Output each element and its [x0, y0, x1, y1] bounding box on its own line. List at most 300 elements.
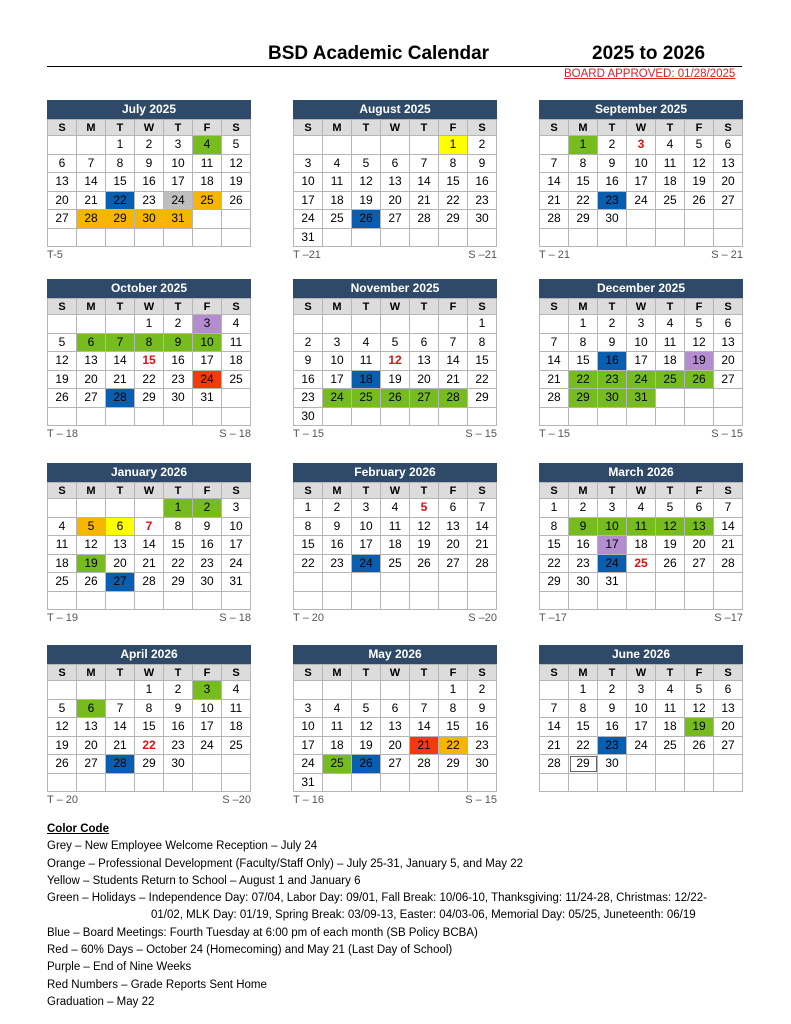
weekday-header: M	[77, 665, 106, 681]
day-cell: 27	[77, 389, 106, 408]
day-cell: 7	[106, 333, 135, 352]
empty-cell	[410, 773, 439, 792]
day-cell: 16	[323, 536, 352, 555]
weekday-header: M	[323, 483, 352, 499]
day-cell: 27	[685, 554, 714, 573]
empty-cell	[106, 591, 135, 610]
weekday-header: T	[656, 120, 685, 136]
day-cell: 2	[193, 499, 222, 518]
empty-cell	[164, 228, 193, 247]
day-cell: 25	[48, 573, 77, 592]
day-cell: 8	[106, 154, 135, 173]
day-cell: 23	[468, 736, 497, 755]
day-cell: 10	[627, 333, 656, 352]
legend-line-grey: Grey – New Employee Welcome Reception – July 24	[47, 840, 318, 853]
day-cell: 18	[48, 554, 77, 573]
empty-cell	[77, 228, 106, 247]
empty-cell	[381, 573, 410, 592]
empty-cell	[540, 681, 569, 700]
day-cell: 29	[540, 573, 569, 592]
day-cell: 1	[294, 499, 323, 518]
weekday-header: S	[222, 120, 251, 136]
day-cell: 14	[714, 517, 743, 536]
weekday-header: S	[714, 120, 743, 136]
empty-cell	[381, 407, 410, 426]
day-cell: 8	[294, 517, 323, 536]
day-cell: 25	[656, 736, 685, 755]
day-cell: 1	[439, 681, 468, 700]
empty-cell	[77, 315, 106, 334]
day-cell: 12	[352, 718, 381, 737]
day-cell: 27	[714, 370, 743, 389]
weekday-header: S	[714, 299, 743, 315]
day-cell: 9	[569, 517, 598, 536]
day-cell: 16	[598, 718, 627, 737]
day-cell: 29	[569, 210, 598, 229]
month-title: June 2026	[539, 645, 743, 664]
day-cell: 29	[468, 389, 497, 408]
legend-line-red-numbers: Red Numbers – Grade Reports Sent Home	[47, 978, 267, 991]
empty-cell	[540, 407, 569, 426]
day-cell: 8	[569, 333, 598, 352]
day-cell: 4	[222, 315, 251, 334]
day-cell: 9	[135, 154, 164, 173]
weekday-header: M	[77, 120, 106, 136]
day-cell: 21	[468, 536, 497, 555]
empty-cell	[656, 573, 685, 592]
empty-cell	[352, 681, 381, 700]
day-cell: 31	[164, 210, 193, 229]
empty-cell	[714, 591, 743, 610]
day-cell: 19	[685, 173, 714, 192]
empty-cell	[323, 591, 352, 610]
day-cell: 22	[569, 191, 598, 210]
day-cell: 21	[540, 191, 569, 210]
legend-line-purple: Purple – End of Nine Weeks	[47, 961, 192, 974]
day-cell: 20	[106, 554, 135, 573]
day-cell: 19	[48, 736, 77, 755]
day-cell: 10	[323, 352, 352, 371]
empty-cell	[352, 315, 381, 334]
day-cell: 31	[193, 389, 222, 408]
day-cell: 7	[540, 333, 569, 352]
day-cell: 21	[540, 736, 569, 755]
empty-cell	[352, 407, 381, 426]
month-calendar	[47, 279, 251, 442]
day-cell: 30	[468, 210, 497, 229]
weekday-header: T	[352, 483, 381, 499]
day-cell: 17	[627, 352, 656, 371]
empty-cell	[598, 773, 627, 792]
day-cell: 29	[164, 573, 193, 592]
day-cell: 12	[381, 352, 410, 371]
day-cell: 28	[410, 755, 439, 774]
weekday-header: S	[714, 483, 743, 499]
day-cell: 15	[569, 718, 598, 737]
day-cell: 12	[77, 536, 106, 555]
legend-line-yellow: Yellow – Students Return to School – August 1 and January 6	[47, 874, 361, 887]
legend-line-green-cont: 01/02, MLK Day: 01/19, Spring Break: 03/09-13, Easter: 04/03-06, Memorial Day: 05/25, Juneteenth: 06/19	[151, 909, 696, 922]
empty-cell	[540, 136, 569, 155]
day-cell: 1	[135, 315, 164, 334]
empty-cell	[106, 315, 135, 334]
month-title: November 2025	[293, 279, 497, 298]
student-days-count: S – 18	[219, 612, 251, 624]
day-cell: 11	[352, 352, 381, 371]
weekday-header: T	[410, 665, 439, 681]
header-divider	[47, 66, 742, 67]
day-cell: 8	[135, 699, 164, 718]
day-cell: 31	[222, 573, 251, 592]
day-cell: 25	[656, 191, 685, 210]
day-cell: 19	[685, 718, 714, 737]
empty-cell	[598, 591, 627, 610]
student-days-count: S –21	[468, 249, 497, 261]
legend-title: Color Code	[47, 823, 109, 835]
empty-cell	[714, 210, 743, 229]
day-cell: 5	[685, 681, 714, 700]
empty-cell	[714, 573, 743, 592]
day-cell: 28	[714, 554, 743, 573]
day-cell: 13	[714, 699, 743, 718]
day-cell: 22	[439, 191, 468, 210]
day-cell: 28	[106, 755, 135, 774]
day-cell: 27	[714, 736, 743, 755]
month-calendar	[539, 279, 743, 442]
day-cell: 22	[540, 554, 569, 573]
day-cell: 12	[685, 699, 714, 718]
day-cell: 20	[685, 536, 714, 555]
empty-cell	[77, 407, 106, 426]
day-cell: 9	[598, 333, 627, 352]
empty-cell	[323, 315, 352, 334]
weekday-header: T	[164, 665, 193, 681]
weekday-header: T	[598, 299, 627, 315]
day-cell: 16	[468, 718, 497, 737]
empty-cell	[323, 407, 352, 426]
day-cell: 14	[439, 352, 468, 371]
empty-cell	[106, 499, 135, 518]
day-cell: 9	[468, 154, 497, 173]
weekday-header: F	[685, 120, 714, 136]
weekday-header: S	[48, 299, 77, 315]
weekday-header: S	[540, 665, 569, 681]
day-cell: 30	[598, 755, 627, 774]
day-cell: 14	[106, 352, 135, 371]
day-cell: 15	[540, 536, 569, 555]
day-cell: 3	[294, 154, 323, 173]
day-cell: 9	[294, 352, 323, 371]
empty-cell	[164, 773, 193, 792]
day-cell: 28	[106, 389, 135, 408]
day-cell: 13	[48, 173, 77, 192]
empty-cell	[685, 407, 714, 426]
day-cell: 30	[164, 755, 193, 774]
day-cell: 30	[164, 389, 193, 408]
day-cell: 3	[627, 681, 656, 700]
weekday-header: M	[569, 483, 598, 499]
month-title: May 2026	[293, 645, 497, 664]
weekday-header: W	[627, 299, 656, 315]
empty-cell	[627, 755, 656, 774]
weekday-header: M	[323, 299, 352, 315]
day-cell: 20	[714, 718, 743, 737]
day-cell: 7	[410, 154, 439, 173]
empty-cell	[410, 136, 439, 155]
day-cell: 4	[381, 499, 410, 518]
day-cell: 5	[685, 136, 714, 155]
day-cell: 6	[77, 333, 106, 352]
weekday-header: F	[439, 483, 468, 499]
empty-cell	[77, 591, 106, 610]
weekday-header: F	[685, 483, 714, 499]
month-calendar	[539, 463, 743, 626]
day-cell: 7	[106, 699, 135, 718]
day-cell: 10	[193, 333, 222, 352]
day-cell: 23	[323, 554, 352, 573]
day-cell: 18	[193, 173, 222, 192]
day-cell: 16	[294, 370, 323, 389]
empty-cell	[627, 228, 656, 247]
day-cell: 16	[193, 536, 222, 555]
day-cell: 23	[164, 370, 193, 389]
empty-cell	[439, 591, 468, 610]
day-cell: 15	[135, 352, 164, 371]
day-cell: 2	[294, 333, 323, 352]
day-cell: 29	[439, 755, 468, 774]
day-cell: 17	[598, 536, 627, 555]
day-cell: 5	[381, 333, 410, 352]
legend-line-blue: Blue – Board Meetings: Fourth Tuesday at 6:00 pm of each month (SB Policy BCBA)	[47, 926, 478, 939]
empty-cell	[135, 591, 164, 610]
weekday-header: M	[323, 665, 352, 681]
day-cell: 19	[410, 536, 439, 555]
weekday-header: S	[714, 665, 743, 681]
day-cell: 28	[468, 554, 497, 573]
day-cell: 14	[410, 173, 439, 192]
day-cell: 8	[569, 699, 598, 718]
weekday-header: T	[106, 120, 135, 136]
day-cell: 11	[222, 699, 251, 718]
day-cell: 12	[222, 154, 251, 173]
day-cell: 24	[627, 191, 656, 210]
month-calendar	[47, 100, 251, 263]
weekday-header: T	[410, 120, 439, 136]
empty-cell	[48, 499, 77, 518]
empty-cell	[714, 407, 743, 426]
day-cell: 16	[164, 352, 193, 371]
day-cell: 2	[164, 681, 193, 700]
day-cell: 27	[714, 191, 743, 210]
day-cell: 31	[598, 573, 627, 592]
day-cell: 11	[381, 517, 410, 536]
day-cell: 26	[410, 554, 439, 573]
day-cell: 22	[439, 736, 468, 755]
day-cell: 12	[685, 154, 714, 173]
day-cell: 19	[352, 736, 381, 755]
day-cell: 3	[193, 681, 222, 700]
legend-line-orange: Orange – Professional Development (Faculty/Staff Only) – July 25-31, January 5, and May 22	[47, 857, 524, 870]
empty-cell	[627, 407, 656, 426]
day-cell: 7	[439, 333, 468, 352]
day-cell: 15	[439, 173, 468, 192]
empty-cell	[540, 315, 569, 334]
day-cell: 5	[48, 699, 77, 718]
weekday-header: F	[685, 299, 714, 315]
empty-cell	[352, 773, 381, 792]
weekday-header: S	[468, 483, 497, 499]
day-cell: 21	[135, 554, 164, 573]
day-cell: 8	[439, 154, 468, 173]
day-cell: 3	[352, 499, 381, 518]
month-title: February 2026	[293, 463, 497, 482]
day-cell: 21	[77, 191, 106, 210]
empty-cell	[468, 228, 497, 247]
day-cell: 29	[135, 755, 164, 774]
day-cell: 28	[77, 210, 106, 229]
day-cell: 23	[193, 554, 222, 573]
empty-cell	[352, 573, 381, 592]
weekday-header: T	[164, 483, 193, 499]
day-cell: 7	[714, 499, 743, 518]
empty-cell	[439, 773, 468, 792]
empty-cell	[48, 591, 77, 610]
day-cell: 4	[48, 517, 77, 536]
day-cell: 24	[164, 191, 193, 210]
day-cell: 21	[540, 370, 569, 389]
day-cell: 16	[468, 173, 497, 192]
day-cell: 12	[48, 718, 77, 737]
empty-cell	[569, 773, 598, 792]
empty-cell	[540, 591, 569, 610]
student-days-count: S – 15	[465, 794, 497, 806]
day-cell: 11	[193, 154, 222, 173]
day-cell: 6	[381, 699, 410, 718]
empty-cell	[381, 681, 410, 700]
legend-line-graduation: Graduation – May 22	[47, 995, 155, 1008]
empty-cell	[598, 407, 627, 426]
day-cell: 3	[598, 499, 627, 518]
day-cell: 4	[193, 136, 222, 155]
day-cell: 14	[410, 718, 439, 737]
day-cell: 26	[685, 191, 714, 210]
day-cell: 15	[135, 718, 164, 737]
day-cell: 8	[135, 333, 164, 352]
month-title: April 2026	[47, 645, 251, 664]
day-cell: 11	[48, 536, 77, 555]
day-cell: 20	[381, 736, 410, 755]
teacher-days-count: T – 20	[293, 612, 324, 624]
weekday-header: S	[222, 299, 251, 315]
empty-cell	[164, 407, 193, 426]
day-cell: 25	[222, 370, 251, 389]
weekday-header: F	[439, 299, 468, 315]
day-cell: 21	[106, 370, 135, 389]
day-cell: 1	[569, 681, 598, 700]
weekday-header: S	[540, 483, 569, 499]
weekday-header: T	[164, 299, 193, 315]
teacher-days-count: T – 15	[293, 428, 324, 440]
empty-cell	[352, 136, 381, 155]
empty-cell	[294, 136, 323, 155]
weekday-header: F	[193, 665, 222, 681]
empty-cell	[410, 315, 439, 334]
day-cell: 21	[410, 191, 439, 210]
day-cell: 2	[598, 315, 627, 334]
student-days-count: S – 21	[711, 249, 743, 261]
day-cell: 6	[714, 681, 743, 700]
day-cell: 4	[323, 699, 352, 718]
day-cell: 29	[439, 210, 468, 229]
weekday-header: W	[627, 665, 656, 681]
day-cell: 13	[714, 333, 743, 352]
day-cell: 25	[193, 191, 222, 210]
student-days-count: S – 15	[465, 428, 497, 440]
weekday-header: F	[193, 120, 222, 136]
day-cell: 4	[656, 315, 685, 334]
weekday-header: S	[540, 299, 569, 315]
day-cell: 19	[77, 554, 106, 573]
day-cell: 10	[294, 173, 323, 192]
empty-cell	[656, 407, 685, 426]
empty-cell	[714, 228, 743, 247]
day-cell: 7	[540, 154, 569, 173]
empty-cell	[135, 407, 164, 426]
empty-cell	[352, 228, 381, 247]
day-cell: 17	[627, 173, 656, 192]
day-cell: 27	[48, 210, 77, 229]
day-cell: 1	[540, 499, 569, 518]
day-cell: 24	[294, 755, 323, 774]
day-cell: 19	[48, 370, 77, 389]
month-title: January 2026	[47, 463, 251, 482]
day-cell: 20	[77, 736, 106, 755]
day-cell: 14	[77, 173, 106, 192]
day-cell: 17	[164, 173, 193, 192]
empty-cell	[48, 407, 77, 426]
day-cell: 5	[410, 499, 439, 518]
weekday-header: T	[352, 299, 381, 315]
day-cell: 18	[222, 718, 251, 737]
day-cell: 19	[656, 536, 685, 555]
weekday-header: W	[135, 665, 164, 681]
weekday-header: T	[598, 665, 627, 681]
weekday-header: T	[598, 483, 627, 499]
day-cell: 15	[294, 536, 323, 555]
day-cell: 30	[598, 210, 627, 229]
empty-cell	[714, 755, 743, 774]
day-cell: 31	[294, 228, 323, 247]
day-cell: 21	[714, 536, 743, 555]
day-cell: 4	[323, 154, 352, 173]
empty-cell	[222, 407, 251, 426]
day-cell: 24	[627, 370, 656, 389]
day-cell: 3	[222, 499, 251, 518]
day-cell: 8	[164, 517, 193, 536]
day-cell: 17	[627, 718, 656, 737]
day-cell: 19	[352, 191, 381, 210]
weekday-header: W	[135, 299, 164, 315]
day-cell: 27	[77, 755, 106, 774]
student-days-count: S –17	[714, 612, 743, 624]
day-cell: 22	[164, 554, 193, 573]
day-cell: 1	[468, 315, 497, 334]
weekday-header: M	[323, 120, 352, 136]
empty-cell	[598, 228, 627, 247]
weekday-header: W	[627, 120, 656, 136]
day-cell: 26	[48, 389, 77, 408]
empty-cell	[106, 228, 135, 247]
